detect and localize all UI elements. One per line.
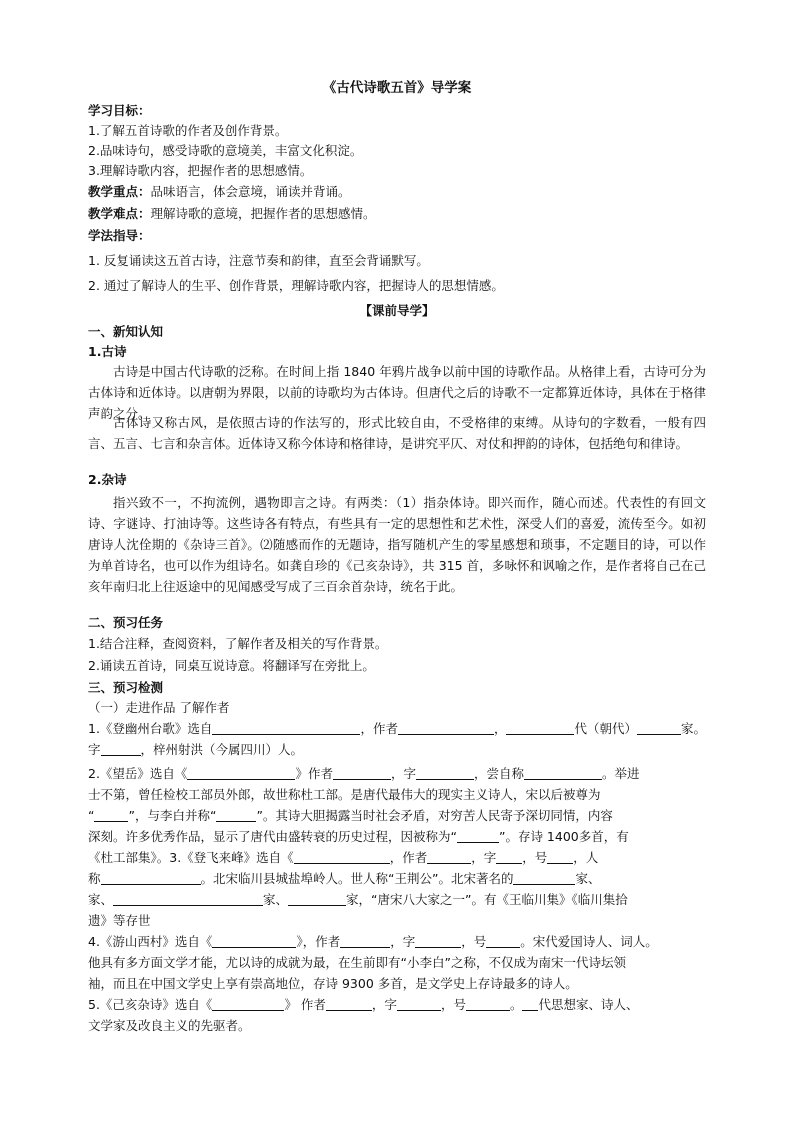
- answer-blank[interactable]: [496, 849, 522, 864]
- answer-blank[interactable]: [524, 765, 602, 780]
- answer-blank[interactable]: [547, 849, 573, 864]
- question-3-line-4: 遗》等存世: [88, 913, 151, 928]
- question-3-line-2: [88, 868, 706, 889]
- answer-blank[interactable]: [94, 807, 128, 822]
- answer-blank[interactable]: [506, 720, 574, 735]
- answer-blank[interactable]: [101, 870, 201, 885]
- answer-blank[interactable]: [216, 807, 256, 822]
- q-text: 深刻。许多优秀作品，显示了唐代由盛转衰的历史过程，因被称为“: [88, 829, 457, 844]
- answer-blank[interactable]: [326, 996, 372, 1011]
- key-label: 教学重点：: [88, 184, 151, 199]
- question-1-line-1: [88, 718, 706, 739]
- question-2-line-4: [88, 826, 706, 847]
- q-text: 4.《游山西村》选自《: [88, 934, 213, 949]
- question-5-line-1: [88, 994, 706, 1015]
- subsection-heading: 2.杂诗: [88, 472, 127, 487]
- answer-blank[interactable]: [415, 933, 461, 948]
- difficult-text: 理解诗歌的意境，把握作者的思想感情。: [150, 206, 376, 221]
- question-4-line-3: 袖，而且在中国文学史上享有崇高地位，存诗 9300 多首，是文学史上存诗最多的诗人。: [88, 976, 578, 991]
- q-text: 家、: [263, 892, 289, 907]
- q-text: ，作者: [389, 850, 428, 865]
- section-heading: 二、预习任务: [88, 615, 164, 630]
- paragraph-gushi-1: 古诗是中国古代诗歌的泛称。在时间上指 1840 年鸦片战争以前中国的诗歌作品。从格律上看，古诗可分为古体诗和近体诗。以唐朝为界限，以前的诗歌均为古体诗。但唐代之后的诗歌不一定都算近体诗，具体在于格律声韵之分。: [88, 364, 706, 421]
- answer-blank[interactable]: [397, 996, 441, 1011]
- section-heading: 一、新知认知: [88, 324, 164, 339]
- q-text: “: [88, 808, 95, 823]
- q-text: 称: [88, 871, 101, 886]
- question-5-line-2: 文学家及改良主义的先驱者。: [88, 1018, 251, 1033]
- q-text: ”。存诗 1400多首，有: [498, 829, 629, 844]
- paragraph-zashi: 指兴致不一，不拘流例，遇物即言之诗。有两类：（1）指杂体诗。即兴而作，随心而述。代表性的有回文诗、字谜诗、打油诗等。这些诗各有特点，有些具有一定的思想性和艺术性，深受人们的喜爱，流传至今。如初唐诗人沈佺期的《杂诗三首》。⑵随感而作的无题诗，指写随机产生的零星感想和琐事，不定题目的诗，可以作为单首诗名，也可以作为组诗名。如龚自珍的《己亥杂诗》，共 315 首，多咏怀和讽喻之作，是作者将自己在己亥年南归北上往返途中的见闻感受写成了三百余首杂诗，统名于此。: [88, 495, 706, 594]
- answer-blank[interactable]: [457, 828, 499, 843]
- answer-blank[interactable]: [637, 720, 681, 735]
- question-2-line-3: [88, 805, 706, 826]
- question-2-line-1: [88, 763, 706, 784]
- question-3-line-3: [88, 889, 706, 910]
- q-text: ，尝自称: [473, 766, 524, 781]
- q-text: 代（朝代）: [574, 721, 637, 736]
- difficult-points: [88, 203, 706, 224]
- key-text: 品味语言，体会意境，诵读并背诵。: [150, 184, 351, 199]
- q-text: ，字: [390, 766, 416, 781]
- q-text: 5.《己亥杂诗》选自《: [88, 997, 213, 1012]
- q-text: ，作者: [360, 721, 398, 736]
- page-title: 《古代诗歌五首》导学案: [322, 80, 472, 96]
- answer-blank[interactable]: [513, 870, 575, 885]
- q-text: ”。其诗大胆揭露当时社会矛盾，对穷苦人民寄予深切同情，内容: [256, 808, 613, 823]
- answer-blank[interactable]: [466, 996, 510, 1011]
- subsection-heading: （一）走进作品 了解作者: [88, 700, 230, 715]
- question-4-line-2: 他具有多方面文学才能，尤以诗的成就为最，在生前即有“小李白”之称，不仅成为南宋一代诗坛领: [88, 955, 626, 970]
- answer-blank[interactable]: [212, 720, 360, 735]
- q-text: ，: [493, 721, 507, 736]
- q-text: 》作者: [295, 766, 333, 781]
- q-text: ，号: [522, 850, 548, 865]
- q-text: 字: [88, 742, 101, 757]
- q-text: ，字: [471, 850, 497, 865]
- answer-blank[interactable]: [522, 996, 538, 1011]
- difficult-label: 教学难点：: [88, 206, 151, 221]
- q-text: 家，“唐宋八大家之一”。有《王临川集》《临川集拾: [346, 892, 628, 907]
- answer-blank[interactable]: [333, 765, 391, 780]
- q-text: 1.《登幽州台歌》选自: [88, 721, 213, 736]
- answer-blank[interactable]: [427, 849, 471, 864]
- pre-class-heading: 【课前导学】: [359, 303, 435, 318]
- paragraph-gushi-2: 古体诗又称古风，是依照古诗的作法写的，形式比较自由，不受格律的束缚。从诗句的字数看，一般有四言、五言、七言和杂言体。近体诗又称今体诗和格律诗，是讲究平仄、对仗和押韵的诗体，包括绝句和律诗。: [88, 415, 706, 451]
- answer-blank[interactable]: [101, 741, 141, 756]
- question-2-line-2: 士不第，曾任检校工部员外郎，故世称杜工部。是唐代最伟大的现实主义诗人，宋以后被尊为: [88, 787, 601, 802]
- subsection-heading: 1.古诗: [88, 344, 127, 359]
- answer-blank[interactable]: [398, 720, 494, 735]
- q-text: 》，作者: [296, 934, 341, 949]
- q-text: ，号: [440, 997, 466, 1012]
- q-text: ，人: [573, 850, 599, 865]
- q-text: 家、: [575, 871, 601, 886]
- q-text: ”，与李白并称“: [128, 808, 217, 823]
- q-text: ，号: [461, 934, 487, 949]
- q-text: 。举进: [601, 766, 640, 781]
- method-item: 1. 反复诵读这五首古诗，注意节奏和韵律，直至会背诵默写。: [88, 253, 429, 268]
- q-text: 家。: [680, 721, 706, 736]
- q-text: 。北宋临川县城盐埠岭人。世人称“王荆公”。北宋著名的: [200, 871, 514, 886]
- goal-item: 1.了解五首诗歌的作者及创作背景。: [88, 123, 288, 138]
- method-item: 2. 通过了解诗人的生平、创作背景，理解诗歌内容，把握诗人的思想情感。: [88, 278, 504, 293]
- goal-item: 3.理解诗歌内容，把握作者的思想感情。: [88, 163, 313, 178]
- question-4-line-1: [88, 931, 706, 952]
- task-item: 1.结合注释，查阅资料，了解作者及相关的写作背景。: [88, 636, 388, 651]
- q-text: 代思想家、诗人、: [538, 997, 639, 1012]
- q-text: 。宋代爱国诗人、词人。: [520, 934, 658, 949]
- question-3-line-1: [88, 847, 706, 868]
- q-text: 家、: [88, 892, 114, 907]
- method-heading: 学法指导：: [88, 228, 151, 243]
- goals-heading: 学习目标：: [88, 103, 151, 118]
- key-points: [88, 181, 706, 202]
- task-item: 2.诵读五首诗，同桌互说诗意。将翻译写在旁批上。: [88, 658, 375, 673]
- answer-blank[interactable]: [187, 765, 295, 780]
- answer-blank[interactable]: [212, 933, 296, 948]
- q-text: 《杜工部集》。3.《登飞来峰》选自《: [88, 850, 294, 865]
- q-text: 》 作者: [284, 997, 326, 1012]
- goal-item: 2.品味诗句，感受诗歌的意境美，丰富文化积淀。: [88, 143, 363, 158]
- q-text: 。: [509, 997, 523, 1012]
- answer-blank[interactable]: [340, 933, 390, 948]
- q-text: 2.《望岳》选自《: [88, 766, 188, 781]
- q-text: ，字: [390, 934, 416, 949]
- answer-blank[interactable]: [113, 891, 263, 906]
- answer-blank[interactable]: [486, 933, 520, 948]
- answer-blank[interactable]: [212, 996, 284, 1011]
- answer-blank[interactable]: [294, 849, 390, 864]
- q-text: ，字: [371, 997, 397, 1012]
- answer-blank[interactable]: [416, 765, 474, 780]
- question-1-line-2: [88, 739, 706, 760]
- section-heading: 三、预习检测: [88, 680, 164, 695]
- q-text: ，梓州射洪（今属四川）人。: [140, 742, 304, 757]
- answer-blank[interactable]: [288, 891, 346, 906]
